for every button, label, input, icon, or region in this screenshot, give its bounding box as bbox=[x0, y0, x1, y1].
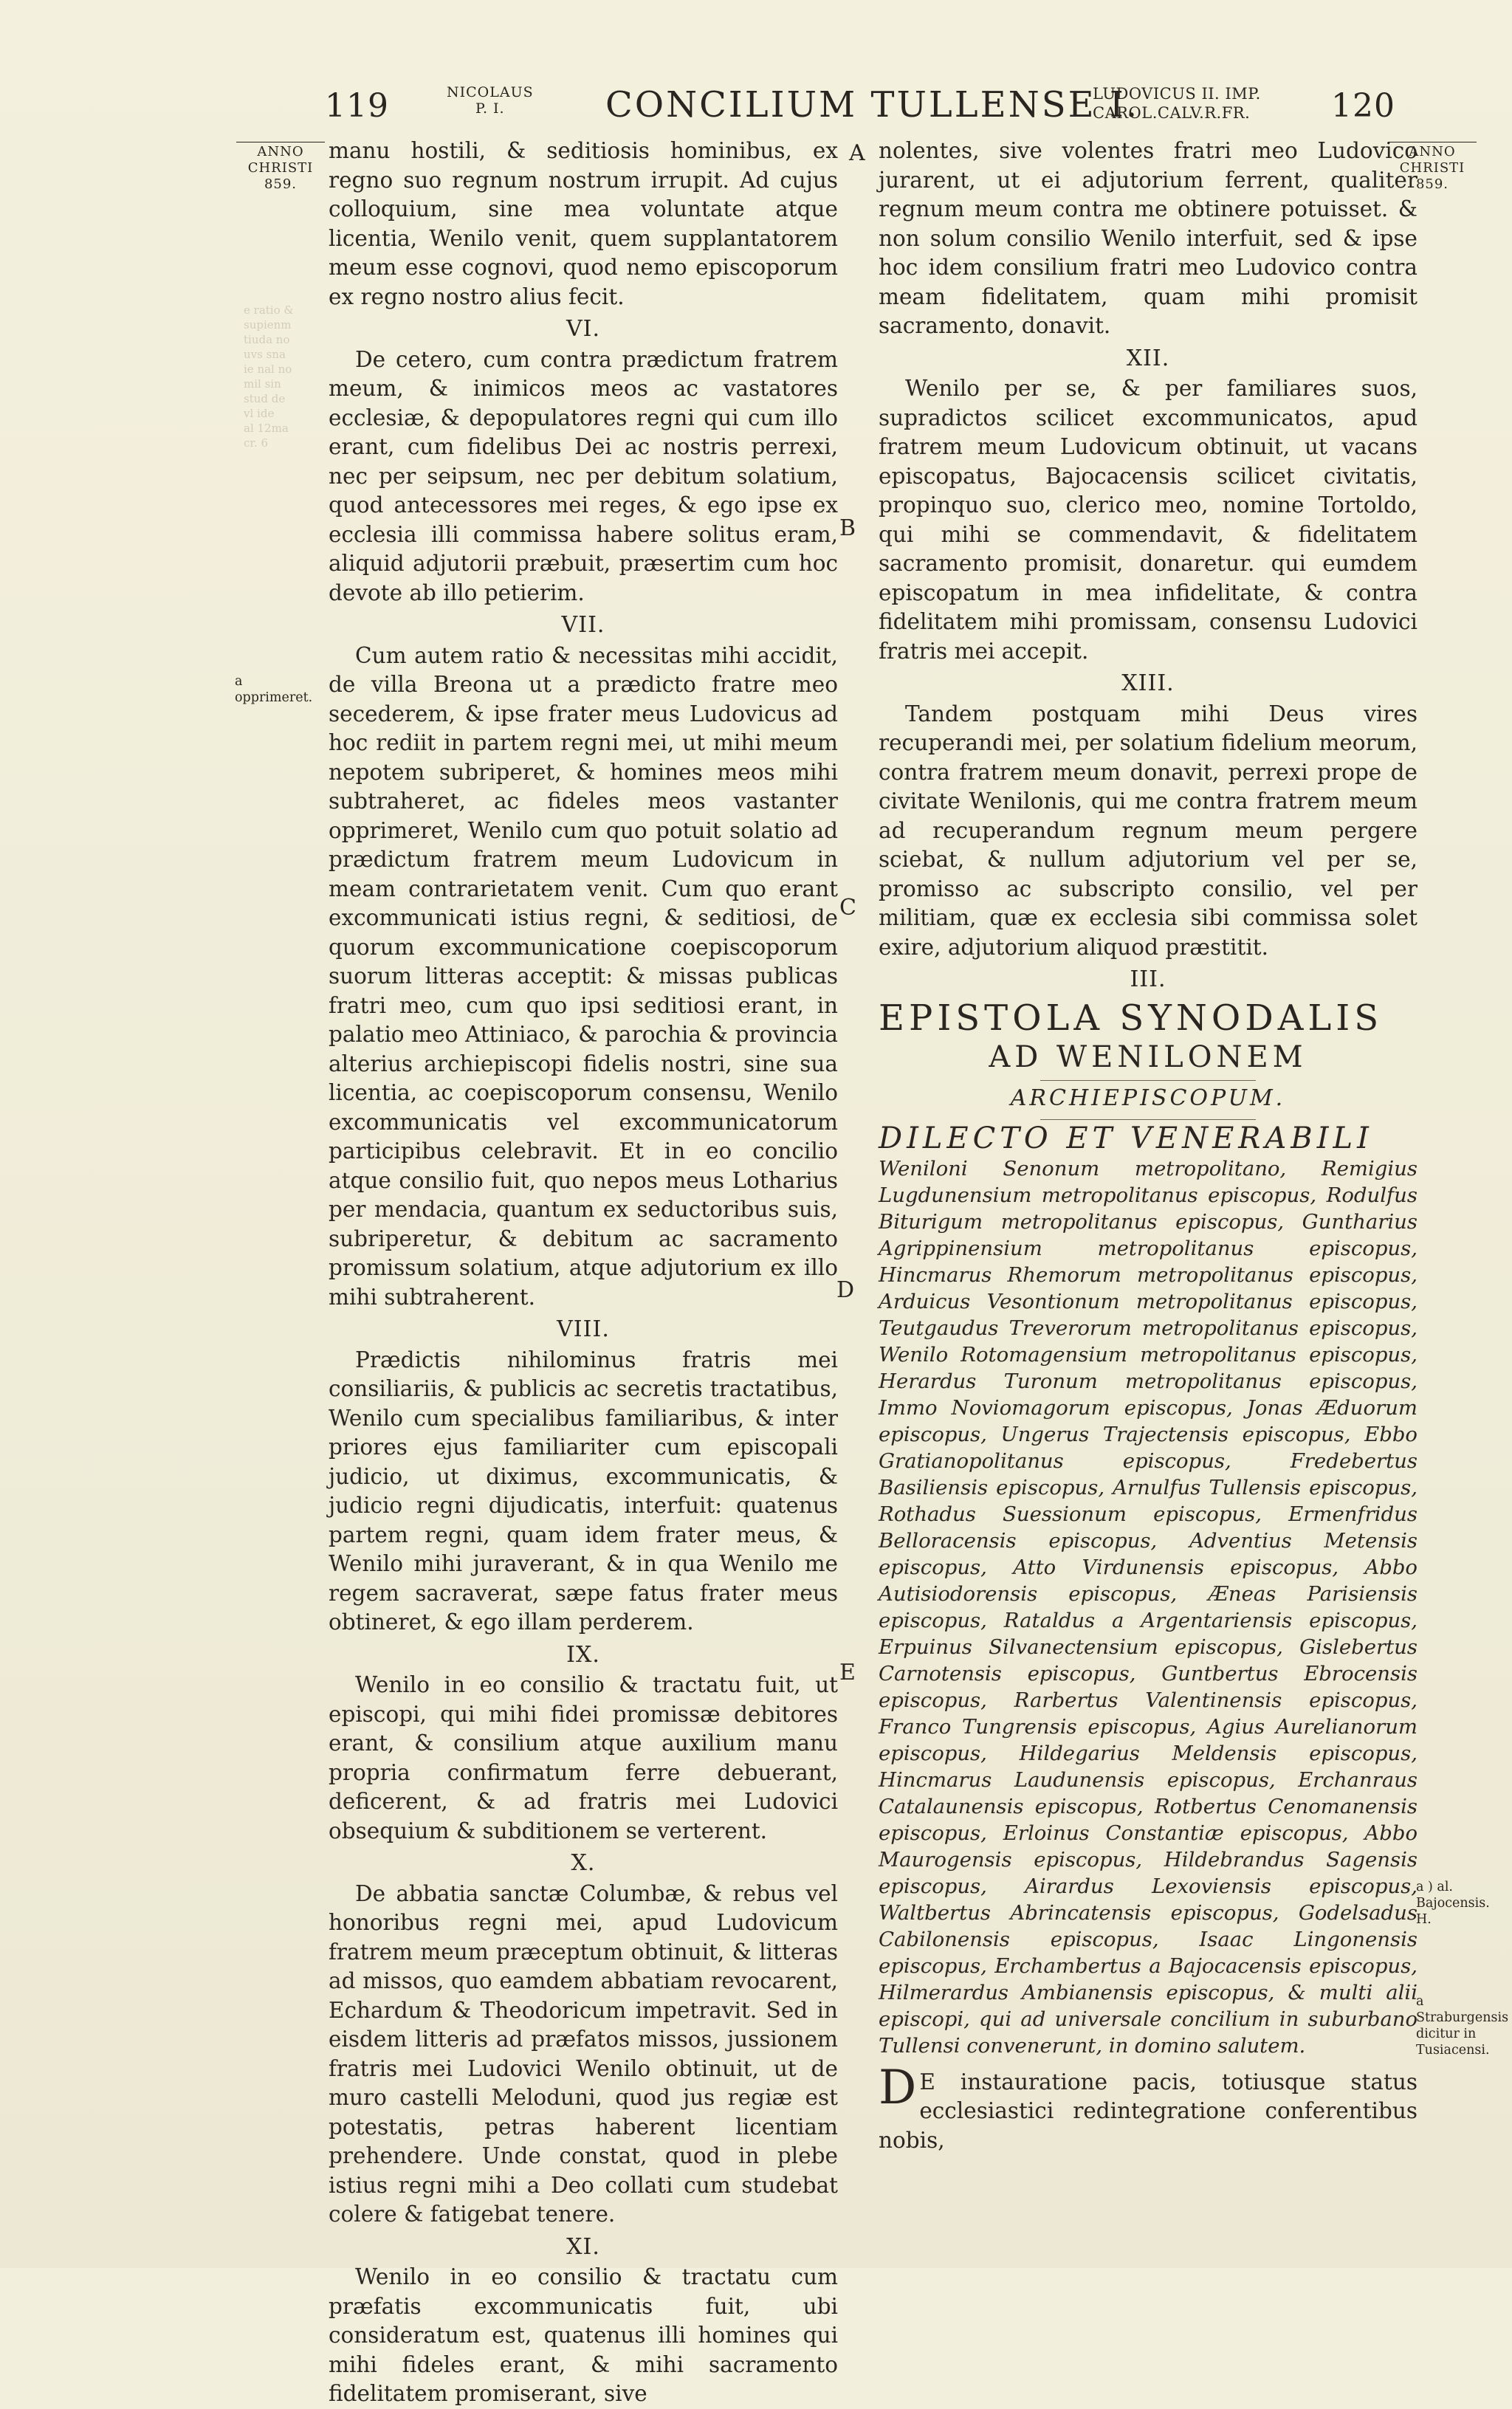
section-number: VII. bbox=[561, 612, 605, 638]
divider bbox=[1040, 1080, 1256, 1081]
paragraph: Tandem postquam mihi Deus vires recuperandi mei, per solatium fidelium meorum, contra fratrem meum donavit, perrexi prope de civitate Wenilonis, qui me contra fratrem meum ad recuperandum regnum meum pergere sciebat, & nullum adjutorium vel per se, promisso ac subscripto consilio, vel per militiam, quæ ex ecclesia sibi commissa solet exire, adjutorium aliquod præstitit. bbox=[879, 701, 1418, 960]
epistola-subtitle: AD WENILONEM bbox=[989, 1039, 1307, 1074]
running-header bbox=[325, 81, 1395, 133]
page-number-right: 120 bbox=[1331, 87, 1395, 125]
column-letter-d: D bbox=[836, 1277, 855, 1303]
running-head-left-line: P. I. bbox=[475, 100, 505, 117]
epistola-subtitle-2: ARCHIEPISCOPUM. bbox=[1010, 1085, 1286, 1111]
running-head-right-line: CAROL.CALV.R.FR. bbox=[1093, 104, 1251, 122]
salutation-opening: DILECTO ET VENERABILI bbox=[879, 1121, 1373, 1155]
section-number: IX. bbox=[566, 1641, 600, 1668]
margin-year-line: CHRISTI bbox=[247, 160, 314, 176]
margin-year-left bbox=[236, 142, 325, 193]
salutation-block bbox=[879, 1121, 1418, 2059]
epistola-body-start bbox=[879, 2060, 1418, 2156]
ghost-line: ie nal no bbox=[244, 362, 292, 376]
section-number: III. bbox=[1130, 966, 1166, 992]
ghost-line: al 12ma bbox=[244, 422, 289, 435]
margin-year-line: 859. bbox=[1415, 176, 1449, 192]
ghost-line: e ratio & bbox=[244, 303, 294, 317]
bleed-through-margin bbox=[244, 303, 315, 450]
left-column bbox=[329, 137, 838, 2409]
paragraph: Cum autem ratio & necessitas mihi accidit, de villa Breona ut a prædicto fratre meo secederem, & ipse frater meus Ludovicus ad hoc rediit in partem regni mei, ut mihi meum nepotem subriperet, & homines meos mihi subtraheret, ac fideles meos vastanter opprimeret, Wenilo cum quo potuit solatio ad prædictum fratrem meum Ludovicum in meam contrarietatem venit. Cum quo erant excommunicati istius regni, & seditiosi, de quorum excommunicatione coepiscoporum suorum litteras acceptit: & missas publicas fratri meo, cum quo ipsi seditiosi erant, in palatio meo Attiniaco, & parochia & provincia alterius archiepiscopi fidelis nostri, sine sua licentia, ac coepiscoporum consensu, Wenilo excommunicatis vel excommunicatorum participibus celebravit. Et in eo concilio atque consilio fuit, quo nepos meus Lotharius per mendacia, quantum ex seductoribus suis, subriperetur, & debitum ac sacramento promissum solatium, atque adjutorium ex illo mihi subtraherent. bbox=[329, 642, 838, 1310]
page-title: CONCILIUM TULLENSE I. bbox=[605, 84, 1140, 126]
divider bbox=[1040, 1119, 1256, 1120]
section-number: VI. bbox=[566, 316, 601, 342]
paragraph: Wenilo in eo consilio & tractatu fuit, ut episcopi, qui mihi fidei promissæ debitores erant, & consilium atque auxilium manu propria confirmatum ferre debuerant, deficerent, & ad fratris mei Ludovici obsequium & subditionem se verterent. bbox=[329, 1672, 838, 1843]
salutation-text: Weniloni Senonum metropolitano, Remigius Lugdunensium metropolitanus episcopus, Rodulfus Biturigum metropolitanus episcopus, Guntharius Agrippinensium metropolitanus episcopus, Hincmarus Rhemorum metropolitanus episcopus, Arduicus Vesontionum metropolitanus episcopus, Teutgaudus Treverorum metropolitanus episcopus, Wenilo Rotomagensium metropolitanus episcopus, Herardus Turonum metropolitanus episcopus, Immo Noviomagorum episcopus, Jonas Æduorum episcopus, Ungerus Trajectensis episcopus, Ebbo Gratianopolitanus episcopus, Fredebertus Basiliensis episcopus, Arnulfus Tullensis episcopus, Rothadus Suessionum episcopus, Ermenfridus Belloracensis episcopus, Adventius Metensis episcopus, Atto Virdunensis episcopus, Abbo Autisiodorensis episcopus, Æneas Parisiensis episcopus, Rataldus a Argentariensis episcopus, Erpuinus Silvanectensium episcopus, Gislebertus Carnotensis episcopus, Guntbertus Ebrocensis episcopus, Rarbertus Valentinensis episcopus, Franco Tungrensis episcopus, Agius Aurelianorum episcopus, Hildegarius Meldensis episcopus, Hincmarus Laudunensis episcopus, Erchanraus Catalaunensis episcopus, Rotbertus Cenomanensis episcopus, Erloinus Constantiæ episcopus, Abbo Maurogensis episcopus, Hildebrandus Sagensis episcopus, Airardus Lexoviensis episcopus, Waltbertus Abrincatensis episcopus, Godelsadus Cabilonensis episcopus, Isaac Lingonensis episcopus, Erchambertus a Bajocacensis episcopus, Hilmerardus Ambianensis episcopus, & multi alii episcopi, qui ad universale concilium in suburbano Tullensi convenerunt, in domino salutem. bbox=[879, 1156, 1418, 2058]
paragraph: De abbatia sanctæ Columbæ, & rebus vel honoribus regni mei, apud Ludovicum fratrem meum præceptum obtinuit, & litteras ad missos, quo eamdem abbatiam revocarent, Echardum & Theodoricum impetravit. Sed in eisdem litteris ad præfatos missos, jussionem fratris mei Ludovici Wenilo obtinuit, ut de muro castelli Meloduni, quod jus regiæ est potestatis, petras haberent licentiam prehendere. Unde constat, quod in plebe istius regni mihi a Deo collati cum studebat colere & fatigebat tenere. bbox=[329, 1880, 838, 2227]
margin-year-line: ANNO bbox=[236, 142, 325, 160]
running-head-left-line: NICOLAUS bbox=[447, 84, 534, 100]
ghost-line: uvs sna bbox=[244, 348, 286, 361]
paragraph: manu hostili, & seditiosis hominibus, ex regno suo regnum nostrum irrupit. Ad cujus colloquium, sine mea voluntate atque licentia, Wenilo venit, quem supplantatorem meum esse cognovi, quod nemo episcoporum ex regno nostro alius fecit. bbox=[329, 138, 838, 309]
section-number: VIII. bbox=[557, 1316, 610, 1342]
margin-year-line: 859. bbox=[264, 176, 298, 192]
paragraph: Prædictis nihilominus fratris mei consiliariis, & publicis ac secretis tractatibus, Wenilo cum specialibus familiaribus, & inter priores ejus familiariter cum episcopali judicio, ut diximus, excommunicatis, & judicio regni dijudicatis, interfuit: quatenus partem regni, quam idem frater meus, & Wenilo mihi juraverant, & in qua Wenilo me regem sacraverat, sæpe fatus frater meus obtineret, & ego illam perderem. bbox=[329, 1347, 838, 1635]
paragraph: De cetero, cum contra prædictum fratrem meum, & inimicos meos ac vastatores ecclesiæ, & depopulatores regni qui cum illo erant, cum fidelibus Dei ac nostris perrexi, nec per seipsum, nec per debitum solatium, quod antecessores mei reges, & ego ipse ex ecclesia illi commissa habere solitus eram, aliquid adjutorii præbuit, præsertim cum hoc devote ab illo petierim. bbox=[329, 346, 838, 605]
drop-cap: D bbox=[879, 2060, 917, 2115]
section-number: XIII. bbox=[1121, 670, 1175, 696]
margin-year-line: CHRISTI bbox=[1399, 160, 1465, 176]
ghost-line: supienm bbox=[244, 318, 292, 331]
ghost-line: vl ide bbox=[244, 407, 275, 420]
column-letter-a: A bbox=[849, 140, 865, 166]
right-column bbox=[879, 137, 1418, 2155]
column-letter-b: B bbox=[839, 515, 856, 541]
ghost-line: cr. 6 bbox=[244, 436, 269, 450]
running-head-left bbox=[447, 84, 534, 117]
column-letter-c: C bbox=[839, 895, 856, 921]
section-number: XII. bbox=[1126, 345, 1170, 371]
running-head-right bbox=[1093, 84, 1261, 123]
margin-year-line: ANNO bbox=[1388, 142, 1477, 160]
margin-note-baiocensis: a ) al. Bajocensis. H. bbox=[1416, 1880, 1490, 1927]
page-number-left: 119 bbox=[325, 87, 389, 125]
margin-note-opprimeret: a opprimeret. bbox=[235, 674, 313, 705]
section-number: X. bbox=[571, 1850, 596, 1876]
epistola-title: EPISTOLA SYNODALIS bbox=[879, 997, 1384, 1039]
ghost-line: stud de bbox=[244, 392, 286, 405]
column-letter-e: E bbox=[839, 1660, 856, 1685]
running-head-right-line: LUDOVICUS II. IMP. bbox=[1093, 85, 1261, 103]
paragraph: Wenilo per se, & per familiares suos, supradictos scilicet excommunicatos, apud fratrem meum Ludovicum obtinuit, ut vacans episcopatus, Bajocacensis scilicet civitatis, propinquo suo, clerico meo, nomine Tortoldo, qui mihi se commendavit, & fidelitatem sacramento promisit, donaretur. qui eumdem episcopatum in mea infidelitate, & contra fidelitatem mihi promissam, consensu Ludovici fratris mei accepit. bbox=[879, 376, 1418, 664]
ghost-line: mil sin bbox=[244, 377, 281, 391]
paragraph: nolentes, sive volentes fratri meo Ludovico jurarent, ut ei adjutorium ferrent, qualiter regnum meum contra me obtinere potuisset. & non solum consilio Wenilo interfuit, sed & ipse hoc idem consilium fratri meo Ludovico contra meam fidelitatem, quam mihi promisit sacramento, donavit. bbox=[879, 138, 1418, 338]
paragraph: Wenilo in eo consilio & tractatu cum præfatis excommunicatis fuit, ubi consideratum est, quatenus illi homines qui mihi fideles erant, & mihi sacramento fidelitatem promiserant, sive bbox=[329, 2264, 838, 2406]
ghost-line: tiuda no bbox=[244, 333, 290, 346]
epistola-body-text: E instauratione pacis, totiusque status ecclesiastici redintegratione conferentibus nobis, bbox=[879, 2069, 1418, 2153]
section-number: XI. bbox=[566, 2233, 600, 2260]
margin-note-straburg: a Straburgensis dicitur in Tusiacensi. bbox=[1416, 1994, 1509, 2058]
